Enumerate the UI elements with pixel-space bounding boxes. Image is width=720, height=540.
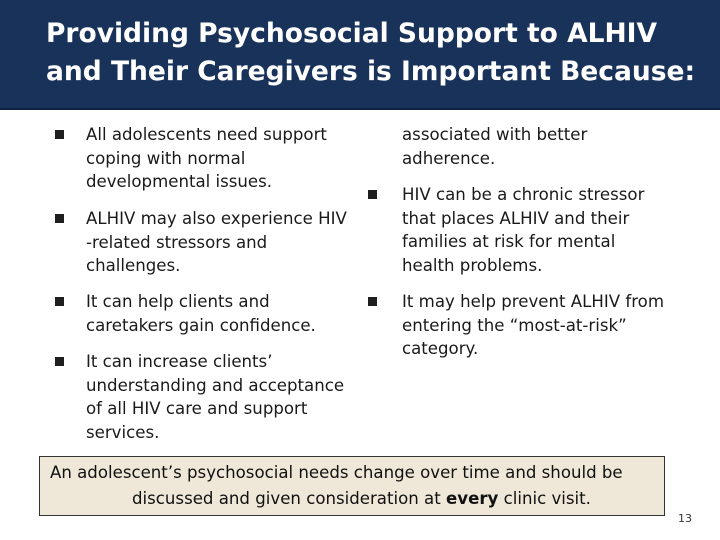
callout-emphasis: every bbox=[446, 489, 499, 508]
callout-text: discussed and given consideration at bbox=[132, 489, 446, 508]
bullet-marker bbox=[368, 190, 377, 199]
callout-text: clinic visit. bbox=[498, 489, 591, 508]
left-bullet-text: ALHIV may also experience HIV -related stressors and challenges. bbox=[86, 209, 347, 276]
title-bar bbox=[0, 0, 720, 110]
right-bullet-text: It may help prevent ALHIV from entering the “most-at-risk” category. bbox=[402, 292, 664, 359]
callout-line-2 bbox=[132, 486, 591, 511]
bullet-marker bbox=[55, 297, 64, 306]
bullet-marker bbox=[55, 214, 64, 223]
bullet-marker bbox=[368, 297, 377, 306]
callout-line-1: An adolescent’s psychosocial needs change over time and should be bbox=[50, 463, 623, 482]
bullet-marker bbox=[55, 357, 64, 366]
slide-title: Providing Psychosocial Support to ALHIV and Their Caregivers is Important Because: bbox=[46, 18, 696, 87]
page-number: 13 bbox=[678, 512, 692, 525]
callout-box bbox=[39, 456, 665, 516]
right-bullet-text: HIV can be a chronic stressor that places ALHIV and their families at risk for mental health problems. bbox=[402, 185, 645, 276]
left-bullet-text: All adolescents need support coping with normal developmental issues. bbox=[86, 125, 327, 192]
right-continuation-text: associated with better adherence. bbox=[402, 125, 588, 168]
left-bullet-text: It can increase clients’ understanding and acceptance of all HIV care and support services. bbox=[86, 352, 345, 443]
bullet-marker bbox=[55, 130, 64, 139]
left-bullet-text: It can help clients and caretakers gain confidence. bbox=[86, 292, 316, 335]
